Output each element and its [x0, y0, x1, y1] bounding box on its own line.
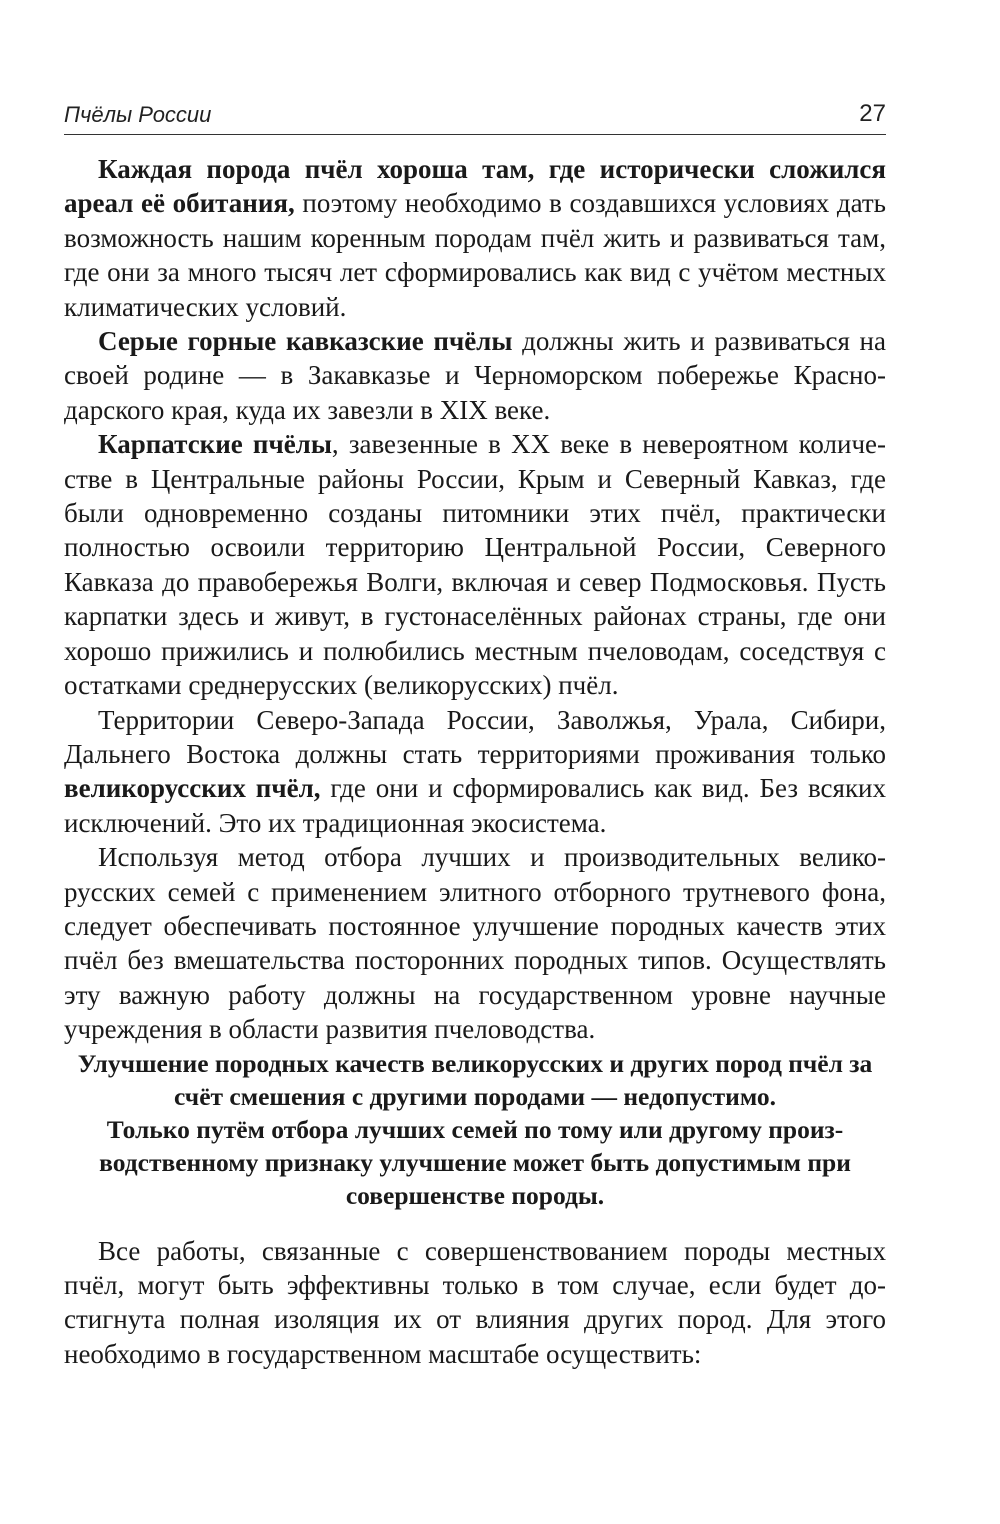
page-number: 27 [859, 100, 886, 127]
paragraph-4 [64, 703, 886, 841]
paragraph-4-pre: Территории Северо-Запада России, Заволжья, Урала, Сибири, Дальнего Востока должны стать территориями проживания только [64, 704, 886, 769]
paragraph-1-text: поэтому необходимо в создавшихся условиях дать возможность нашим коренным породам пчёл жить и развиваться там, где они за много тысяч лет сформировались как вид с учётом местных климатических условий. [64, 188, 886, 322]
page-header [64, 100, 886, 135]
paragraph-4-bold: великорусских пчёл, [64, 773, 321, 804]
emphasis-note-2: Только путём отбора лучших семей по тому или другому производственному признаку улучшение может быть допустимым при совершенстве породы. [99, 1114, 851, 1210]
paragraph-1 [64, 152, 886, 324]
emphasis-note-1: Улучшение породных качеств великорусских и других пород пчёл за счёт смешения с другими породами — недопустимо. [77, 1048, 873, 1111]
paragraph-3 [64, 427, 886, 702]
paragraph-5-text: Используя метод отбора лучших и производительных великорусских семей с применением элитного отборного трутневого фона, следует обеспечивать постоянное улучшение породных качеств этих пчёл без вмешательства посторонних породных типов. Осуществлять эту важную работу должны на государственном уровне научные учреждения в области развития пчеловодства. [64, 842, 886, 1045]
paragraph-3-text: , завезенные в XX веке в невероятном количестве в Центральные районы России, Крым и Северный Кавказ, где были одновременно созданы питомники этих пчёл, практически полностью освоили территорию Центральной России, Северного Кавказа до правобережья Волги, включая и север Подмосковья. Пусть карпатки здесь и живут, в густонаселённых районах страны, где они хорошо прижились и полюбились местным пчеловодам, соседствуя с остатками среднерусских (великорусских) пчёл. [64, 429, 887, 701]
paragraph-2-bold: Серые горные кавказские пчёлы [98, 326, 513, 357]
paragraph-4-text: где они и сформировались как вид. Без всяких исключений. Это их традиционная экосистема. [64, 773, 887, 838]
running-title: Пчёлы России [64, 102, 212, 127]
page-body [64, 152, 886, 1371]
paragraph-2 [64, 324, 886, 427]
paragraph-2-text: должны жить и развиваться на своей родине — в Закавказье и Черноморском побережье Краснодарского края, куда их завезли в XIX веке. [64, 326, 886, 425]
paragraph-5 [64, 840, 886, 1046]
paragraph-1-bold: Каждая порода пчёл хороша там, где исторически сложился ареал её обитания, [64, 154, 886, 219]
final-paragraph: Все работы, связанные с совершенствованием породы местных пчёл, могут быть эффективны только в том случае, если будет достигнута полная изоляция их от влияния других пород. Для этого необходимо в государственном масштабе осуществить: [64, 1235, 886, 1369]
paragraph-3-bold: Карпатские пчёлы [98, 429, 332, 460]
